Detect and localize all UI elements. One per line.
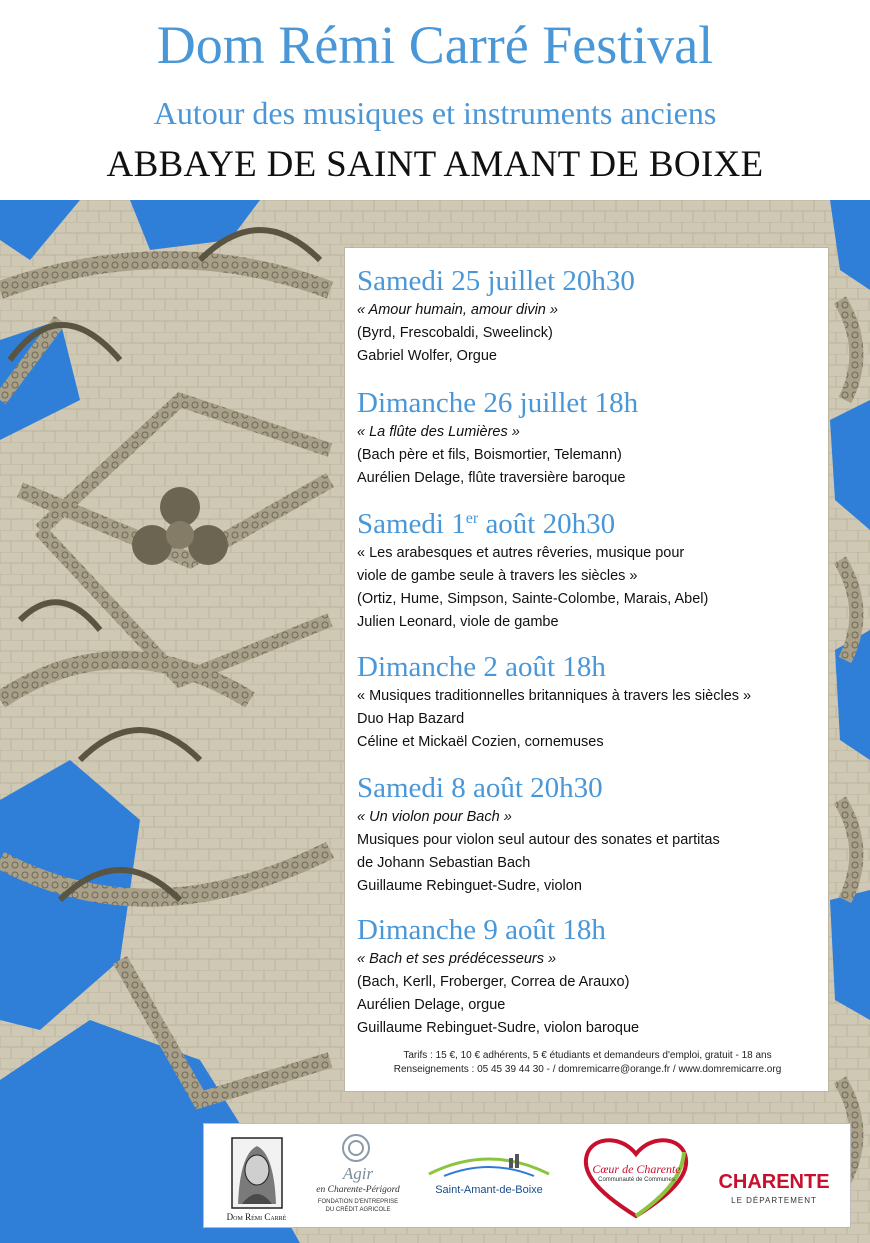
event-date [357, 506, 827, 542]
event-performer: Céline et Mickaël Cozien, cornemuses [357, 734, 604, 750]
agir-small-1: FONDATION D'ENTREPRISE [317, 1199, 399, 1205]
event-date: Dimanche 9 août 18h [357, 914, 606, 946]
event-detail: (Bach père et fils, Boismortier, Telemann) [357, 447, 622, 463]
event-title: « Amour humain, amour divin » [357, 302, 558, 318]
venue-title: ABBAYE DE SAINT AMANT DE BOIXE [106, 144, 764, 185]
event-date: Samedi 8 août 20h30 [357, 772, 603, 804]
event-detail: (Bach, Kerll, Froberger, Correa de Arauxo) [357, 974, 630, 990]
saint-amant-text: Saint-Amant-de-Boixe [435, 1184, 543, 1196]
event-2 [357, 385, 827, 490]
charente-subtitle: LE DÉPARTEMENT [731, 1196, 817, 1205]
pricing-text: Tarifs : 15 €, 10 € adhérents, 5 € étudiants et demandeurs d'emploi, gratuit - 18 ans [403, 1050, 772, 1061]
event-title: « Musiques traditionnelles britanniques à travers les siècles » [357, 688, 752, 704]
festival-subtitle: Autour des musiques et instruments anciens [153, 95, 717, 131]
agir-title: Agir [342, 1164, 374, 1183]
event-date-suffix: août 20h30 [478, 508, 616, 540]
charente-title: CHARENTE [718, 1171, 830, 1193]
domremi-logo [204, 1124, 309, 1229]
event-detail: Duo Hap Bazard [357, 711, 465, 727]
event-detail: (Ortiz, Hume, Simpson, Sainte-Colombe, Marais, Abel) [357, 591, 709, 607]
domremi-logo-text: Dom Rémi Carré [226, 1212, 287, 1222]
event-title: « Un violon pour Bach » [357, 809, 512, 825]
saint-amant-logo [419, 1124, 559, 1229]
sponsor-strip [203, 1123, 851, 1228]
event-3 [357, 506, 827, 634]
saint-amant-emblem-icon [424, 1144, 554, 1184]
event-performer: Aurélien Delage, flûte traversière baroque [357, 470, 626, 486]
event-title: « Bach et ses prédécesseurs » [357, 951, 557, 967]
agir-logo [312, 1124, 404, 1229]
event-title-cont: viole de gambe seule à travers les siècles » [357, 568, 638, 584]
event-date: Dimanche 26 juillet 18h [357, 387, 639, 419]
contact-text: Renseignements : 05 45 39 44 30 - / domremicarre@orange.fr / www.domremicarre.org [393, 1064, 782, 1075]
coeur-title: Cœur de Charente [592, 1162, 681, 1176]
agir-subtitle: en Charente-Périgord [316, 1185, 400, 1195]
coeur-subtitle: Communauté de Communes [598, 1177, 675, 1183]
poster-header [0, 0, 870, 200]
agir-swirl-icon [336, 1132, 376, 1164]
event-4 [357, 649, 827, 754]
event-date-prefix: Samedi 1 [357, 508, 466, 540]
event-performer: Guillaume Rebinguet-Sudre, violon [357, 878, 582, 894]
festival-title: Dom Rémi Carré Festival [156, 15, 714, 75]
event-performer: Aurélien Delage, orgue [357, 997, 506, 1013]
event-performer-2: Guillaume Rebinguet-Sudre, violon baroque [357, 1020, 640, 1036]
event-date-ordinal: er [465, 510, 479, 527]
agir-small-2: DU CRÉDIT AGRICOLE [325, 1207, 391, 1213]
program-panel [344, 247, 829, 1092]
event-5 [357, 770, 827, 898]
event-date: Dimanche 2 août 18h [357, 651, 606, 683]
coeur-de-charente-logo [569, 1124, 704, 1229]
event-6 [357, 912, 827, 1040]
event-detail: Musiques pour violon seul autour des sonates et partitas [357, 832, 720, 848]
event-date: Samedi 25 juillet 20h30 [357, 265, 635, 297]
event-detail: (Byrd, Frescobaldi, Sweelinck) [357, 325, 553, 341]
event-performer: Gabriel Wolfer, Orgue [357, 348, 497, 364]
charente-logo [704, 1124, 844, 1229]
event-detail-cont: de Johann Sebastian Bach [357, 855, 531, 871]
event-1 [357, 263, 827, 368]
event-title: « La flûte des Lumières » [357, 424, 520, 440]
event-performer: Julien Leonard, viole de gambe [357, 614, 559, 630]
event-title: « Les arabesques et autres rêveries, musique pour [357, 545, 685, 561]
